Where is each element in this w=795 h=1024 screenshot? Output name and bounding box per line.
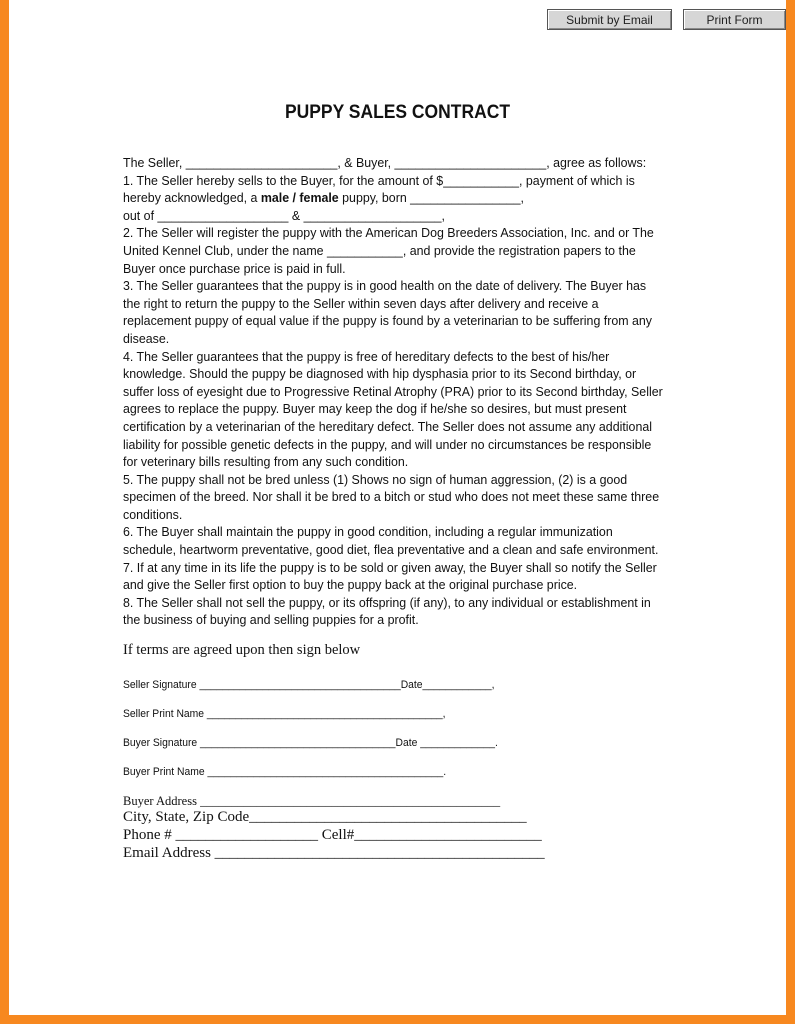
body-line: conditions. xyxy=(123,506,183,522)
buyer-print-name-field[interactable]: Buyer Print Name _________________________________________. xyxy=(123,766,447,778)
seller-print-name-field[interactable]: Seller Print Name _________________________________________, xyxy=(123,708,446,720)
body-line: liability for possible genetic defects in the puppy, and will under no circumstances be responsible xyxy=(123,436,652,452)
body-text: puppy, born ________________, xyxy=(338,190,524,206)
body-line: for veterinary bills resulting from any such condition. xyxy=(123,454,409,470)
body-line: 8. The Seller shall not sell the puppy, or its offspring (if any), to any individual or establishment in xyxy=(123,594,651,610)
body-line: 2. The Seller will register the puppy with the American Dog Breeders Association, Inc. and or The xyxy=(123,225,654,241)
sex-choice: male / female xyxy=(260,190,339,206)
body-line: United Kennel Club, under the name ___________, and provide the registration papers to the xyxy=(123,242,636,258)
body-line: the business of buying and selling puppies for a profit. xyxy=(123,612,419,628)
body-line: certification by a veterinarian of the hereditary defect. The Seller does not assume any additional xyxy=(123,418,652,434)
body-line: the right to return the puppy to the Seller within seven days after delivery and receive a xyxy=(123,295,599,311)
body-line: replacement puppy of equal value if the puppy is found by a veterinarian to be suffering from any xyxy=(123,313,653,329)
email-address-field[interactable]: Email Address ____________________________________________ xyxy=(123,845,545,861)
phone-cell-field[interactable]: Phone # ___________________ Cell#_________________________ xyxy=(123,827,542,843)
buyer-address-field[interactable]: Buyer Address ________________________________________________ xyxy=(123,794,501,808)
body-line: 5. The puppy shall not be bred unless (1) Shows no sign of human aggression, (2) is a good xyxy=(123,471,628,487)
seller-signature-field[interactable]: Seller Signature ___________________________________Date____________, xyxy=(123,679,495,691)
city-state-zip-field[interactable]: City, State, Zip Code_____________________________________ xyxy=(123,809,527,825)
print-form-button[interactable]: Print Form xyxy=(683,9,786,30)
body-line: The Seller, ______________________, & Buyer, ______________________, agree as follows: xyxy=(123,155,647,170)
body-line: 7. If at any time in its life the puppy is to be sold or given away, the Buyer shall so notify the Seller xyxy=(123,559,657,575)
contract-body xyxy=(123,154,663,629)
body-line: and give the Seller first option to buy the puppy back at the original purchase price. xyxy=(123,577,578,593)
body-line: knowledge. Should the puppy be diagnosed with hip dysphasia prior to its Second birthday, or xyxy=(123,366,637,382)
sign-intro: If terms are agreed upon then sign below xyxy=(123,642,361,658)
body-line: suffer loss of eyesight due to Progressive Retinal Atrophy (PRA) prior to its Second birthday, Seller xyxy=(123,383,663,399)
body-line: 4. The Seller guarantees that the puppy is free of hereditary defects to the best of his/her xyxy=(123,348,610,364)
body-line xyxy=(123,189,649,207)
body-line: 3. The Seller guarantees that the puppy is in good health on the date of delivery. The Buyer has xyxy=(123,278,647,294)
document-title: PUPPY SALES CONTRACT xyxy=(284,102,510,123)
body-line: 6. The Buyer shall maintain the puppy in good condition, including a regular immunization xyxy=(123,524,613,540)
body-line: schedule, heartworm preventative, good diet, flea preventative and a clean and safe environment. xyxy=(123,542,659,558)
body-line: agrees to replace the puppy. Buyer may keep the dog if he/she so desires, but must present xyxy=(123,401,627,417)
body-line: disease. xyxy=(123,330,170,346)
buyer-signature-field[interactable]: Buyer Signature __________________________________Date _____________. xyxy=(123,737,498,749)
body-line: Buyer once purchase price is paid in full. xyxy=(123,260,346,276)
body-line: specimen of the breed. Nor shall it be bred to a bitch or stud who does not meet these same three xyxy=(123,489,660,505)
submit-by-email-button[interactable]: Submit by Email xyxy=(547,9,672,30)
body-line: out of ___________________ & ____________________, xyxy=(123,207,445,223)
body-text: hereby acknowledged, a xyxy=(123,190,261,206)
body-line: 1. The Seller hereby sells to the Buyer, for the amount of $___________, payment of which is xyxy=(123,172,635,188)
